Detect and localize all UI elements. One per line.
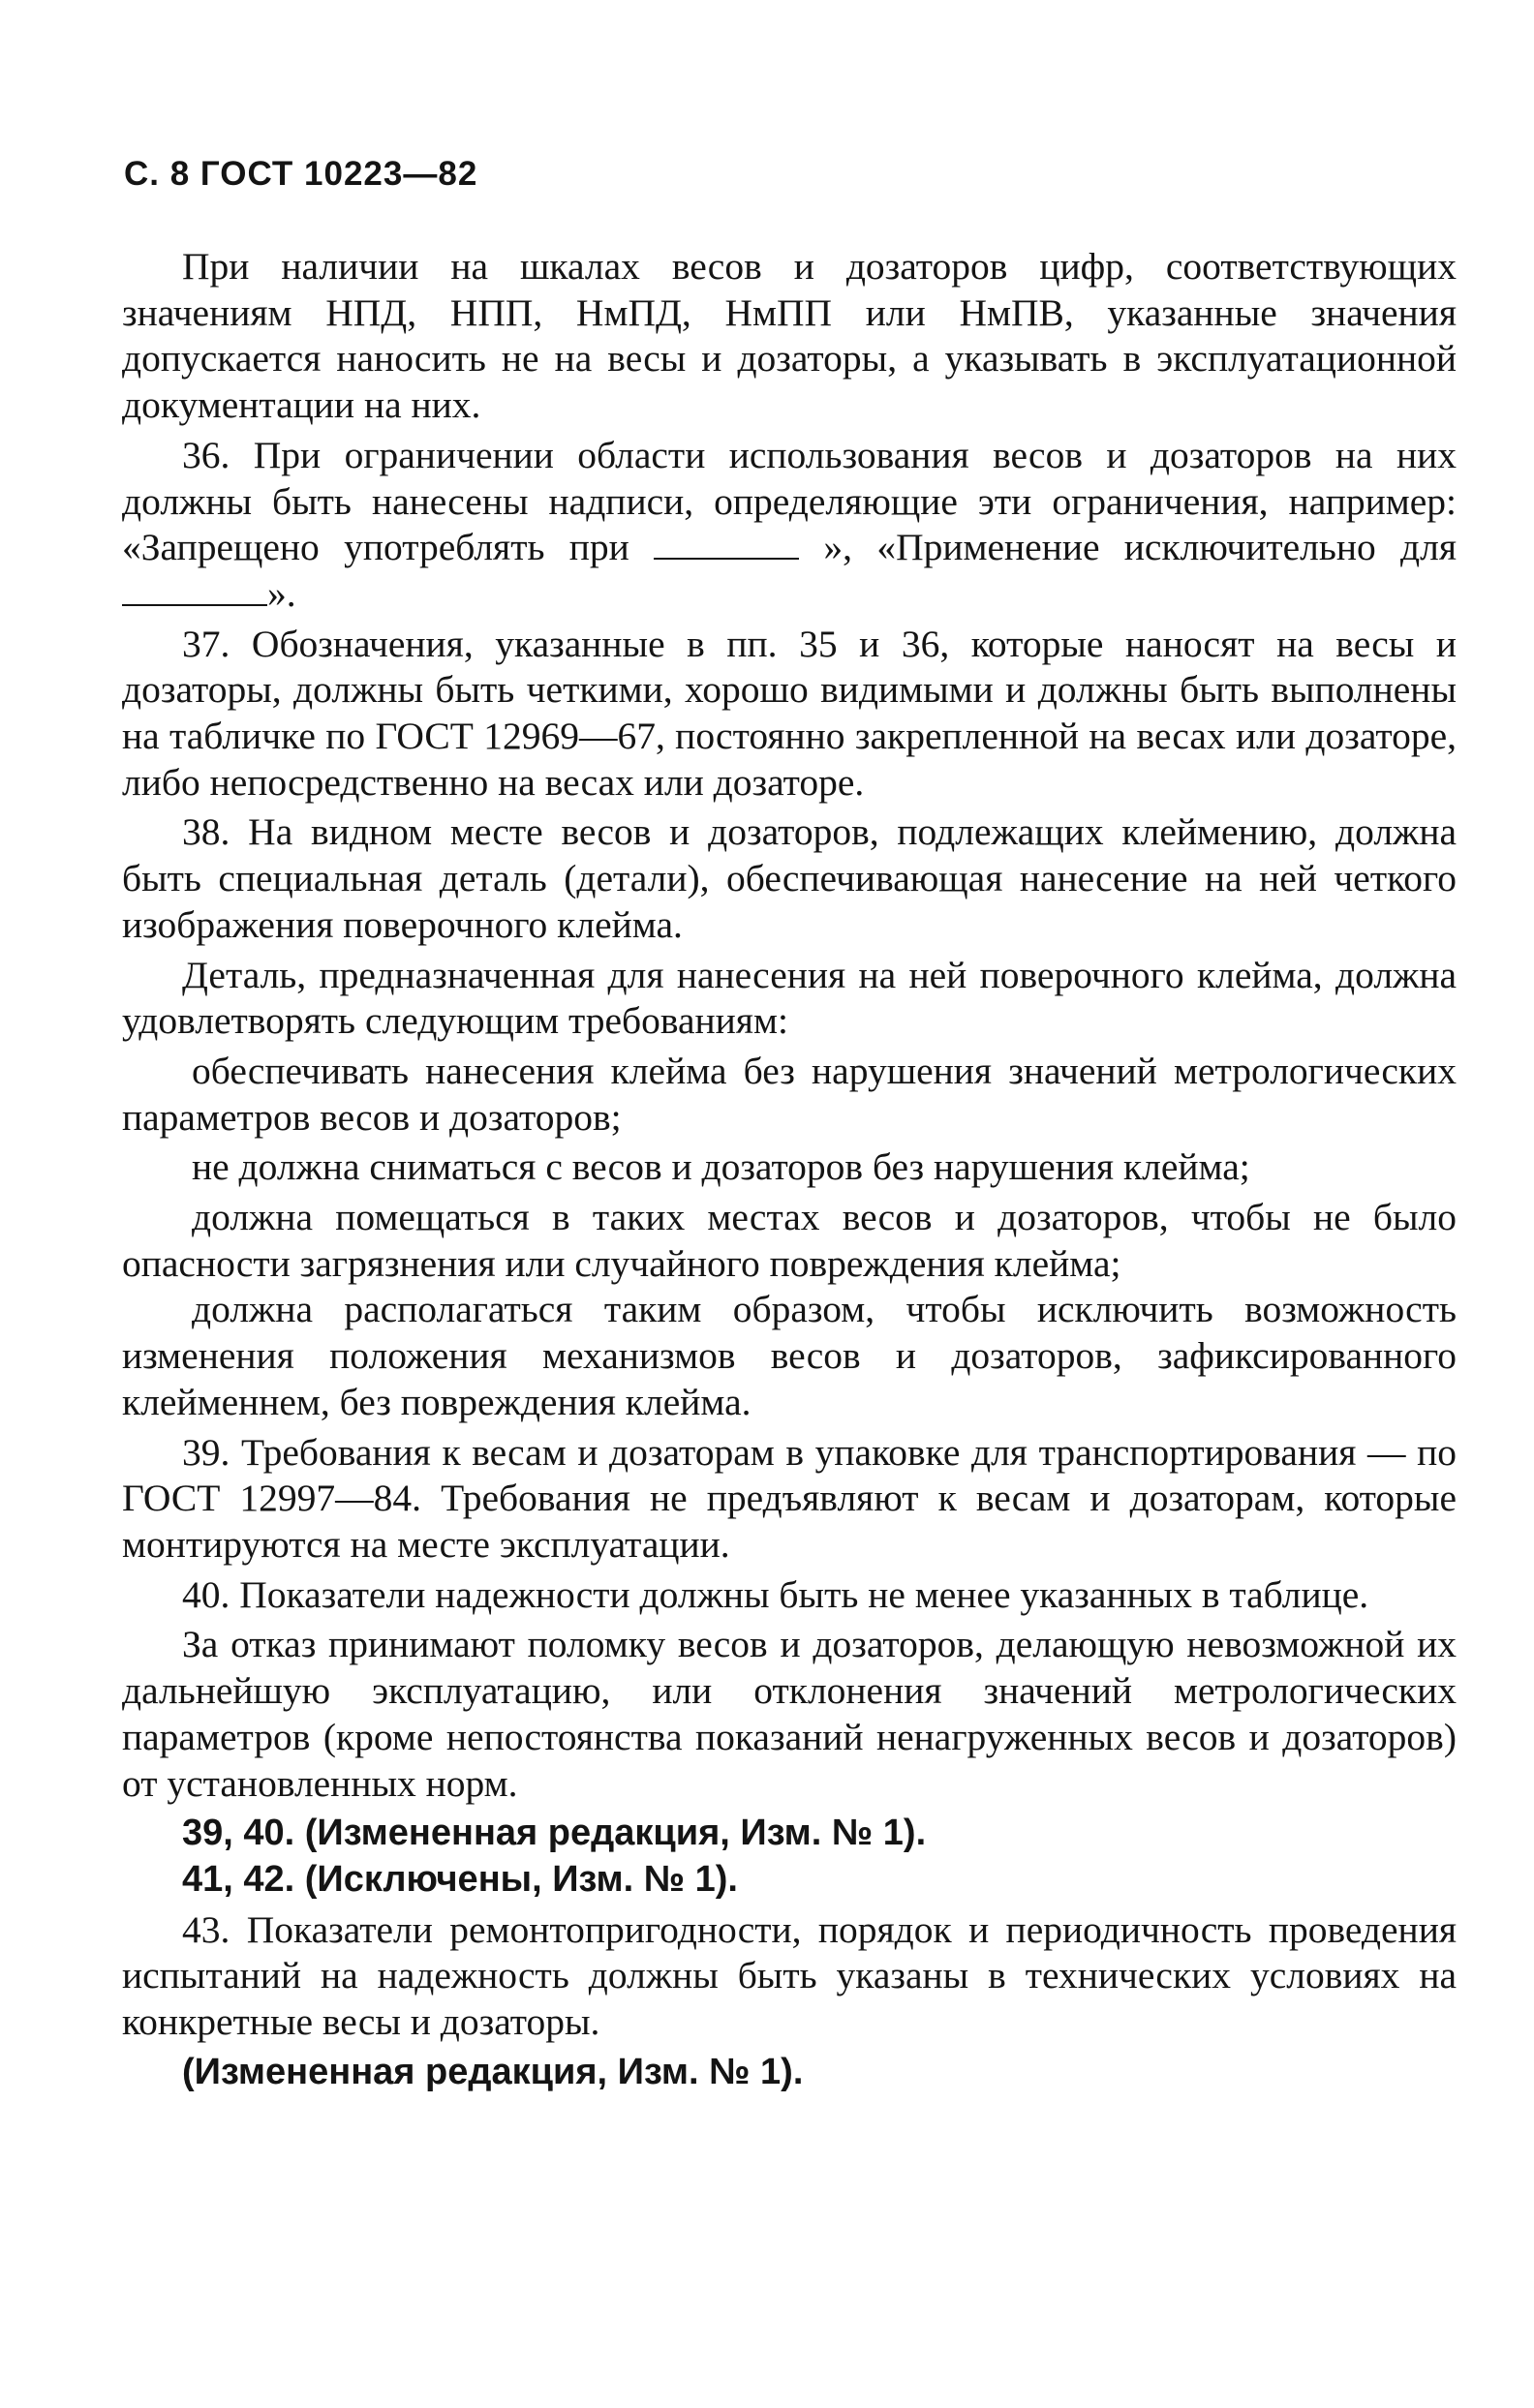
amendment-note-39-40: 39, 40. (Измененная редакция, Изм. № 1). xyxy=(182,1813,927,1854)
blank-line-2 xyxy=(122,575,267,606)
paragraph-36 xyxy=(122,433,1457,618)
paragraph-40-failure: За отказ принимают поломку весов и дозаторов, делающую невозможной их дальнейшую эксплуатацию, или отклонения значений метрологических параметров (кроме непостоянства показаний ненагруженных весов и дозаторов) от установленных норм. xyxy=(122,1623,1457,1805)
paragraph-36-text-1: 36. При ограничении области использования весов и дозаторов на них должны быть нанесены надписи, определяющие эти ограничения, например: «Запрещено употреблять при xyxy=(122,433,1457,569)
paragraph-40: 40. Показатели надежности должны быть не менее указанных в таблице. xyxy=(182,1572,1369,1616)
paragraph-36-text-2: », «Применение исключительно для xyxy=(823,526,1457,569)
paragraph-intro: При наличии на шкалах весов и дозаторов цифр, соответствующих значениям НПД, НПП, НмПД, НмПП или НмПВ, указанные значения допускается наносить не на весы и дозаторы, а указывать в эксплуатационной документации на них. xyxy=(122,245,1457,427)
paragraph-43: 43. Показатели ремонтопригодности, порядок и периодичность проведения испытаний на надежность должны быть указаны в технических условиях на конкретные весы и дозаторы. xyxy=(122,1907,1457,2044)
paragraph-36-text-3: ». xyxy=(267,571,296,615)
amendment-note-43: (Измененная редакция, Изм. № 1). xyxy=(182,2051,804,2092)
paragraph-39: 39. Требования к весам и дозаторам в упаковке для транспортирования — по ГОСТ 12997—84. Требования не предъявляют к весам и дозаторам, которые монтируются на месте эксплуатации. xyxy=(122,1430,1457,1566)
document-body xyxy=(122,244,1457,2095)
paragraph-37: 37. Обозначения, указанные в пп. 35 и 36, которые наносят на весы и дозаторы, должны быть четкими, хорошо видимыми и должны быть выполнены на табличке по ГОСТ 12969—67, постоянно закрепленной на весах или дозаторе, либо непосредственно на весах или дозаторе. xyxy=(122,622,1457,804)
requirement-1: обеспечивать нанесения клейма без нарушения значений метрологических параметров весов и дозаторов; xyxy=(122,1049,1457,1139)
requirement-2: не должна сниматься с весов и дозаторов без нарушения клейма; xyxy=(192,1145,1250,1189)
blank-line-1 xyxy=(654,529,799,560)
requirement-3: должна помещаться в таких местах весов и дозаторов, чтобы не было опасности загрязнения или случайного повреждения клейма; xyxy=(122,1196,1457,1285)
page-header: С. 8 ГОСТ 10223—82 xyxy=(124,155,478,193)
paragraph-38-detail: Деталь, предназначенная для нанесения на ней поверочного клейма, должна удовлетворять следующим требованиям: xyxy=(122,953,1457,1043)
paragraph-38: 38. На видном месте весов и дозаторов, подлежащих клеймению, должна быть специальная деталь (детали), обеспечивающая нанесение на ней четкого изображения поверочного клейма. xyxy=(122,810,1457,946)
amendment-note-41-42: 41, 42. (Исключены, Изм. № 1). xyxy=(182,1858,738,1900)
requirement-4: должна располагаться таким образом, чтобы исключить возможность изменения положения механизмов весов и дозаторов, зафиксированного клейменнем, без повреждения клейма. xyxy=(122,1288,1457,1423)
